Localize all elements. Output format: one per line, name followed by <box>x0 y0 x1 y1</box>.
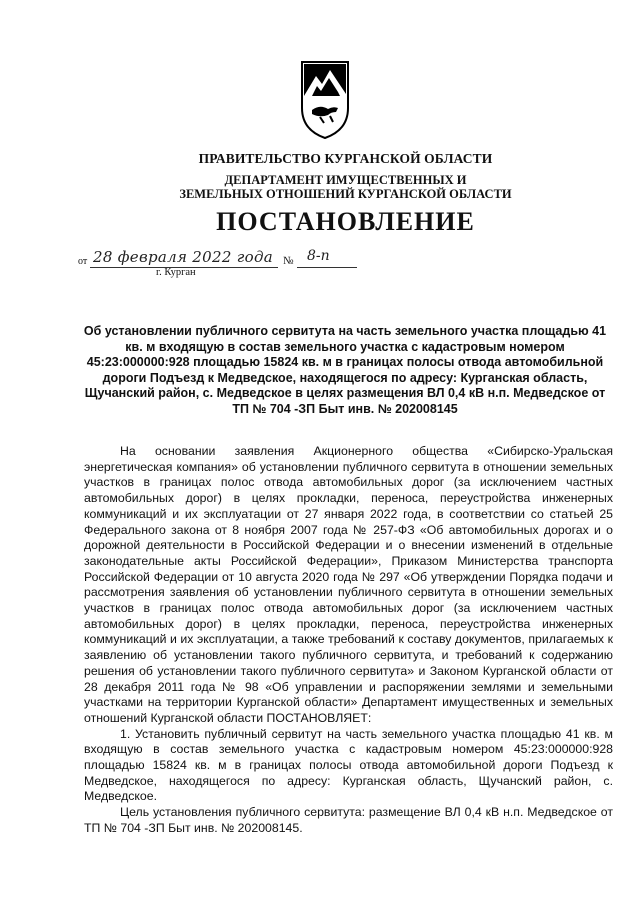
department-name-line1: ДЕПАРТАМЕНТ ИМУЩЕСТВЕННЫХ И <box>224 173 467 187</box>
government-name: ПРАВИТЕЛЬСТВО КУРГАНСКОЙ ОБЛАСТИ <box>198 151 493 166</box>
kurgan-coat-of-arms-icon <box>300 60 350 140</box>
from-label: от <box>78 256 88 267</box>
document-number: 8-п <box>307 248 330 264</box>
number-label: № <box>283 255 294 267</box>
document-type-title: ПОСТАНОВЛЕНИЕ <box>216 207 475 236</box>
number-underline <box>297 267 357 268</box>
document-body <box>84 444 613 837</box>
document-date: 28 февраля 2022 года <box>93 248 274 266</box>
date-number-line <box>78 250 378 284</box>
item-1-paragraph: 1. Установить публичный сервитут на часть земельного участка площадью 41 кв. м входящую в состав земельного участка с кадастровым номером 45:23:000000:928 площадью 15824 кв. м в границах полосы отвода автомобильной дороги Подъезд к Медведское, находящегося по адресу: Курганская область, Щучанский район, с. Медведское. <box>84 726 613 804</box>
document-subject: Об установлении публичного сервитута на часть земельного участка площадью 41 кв. м входящую в состав земельного участка с кадастровым номером 45:23:000000:928 площадью 15824 кв. м в границах полосы отвода автомобильной дороги Подъезд к Медведское, находящегося по адресу: Курганская область, Щучанский район, с. Медведское в целях размещения ВЛ 0,4 кВ н.п. Медведское от ТП № 704 -ЗП Быт инв. № 202008145 <box>83 324 607 416</box>
city-label: г. Курган <box>156 267 196 278</box>
purpose-paragraph: Цель установления публичного сервитута: размещение ВЛ 0,4 кВ н.п. Медведское от ТП № 704 -ЗП Быт инв. № 202008145. <box>84 805 613 835</box>
preamble-paragraph: На основании заявления Акционерного общества «Сибирско-Уральская энергетическая компания» об установлении публичного сервитута в отношении земельных участков в границах полос отвода автомобильных дорог (за исключением частных автомобильных дорог) в целях прокладки, переноса, переустройства инженерных коммуникаций и их эксплуатации от 27 января 2022 года, в соответствии со статьей 25 Федерального закона от 8 ноября 2007 года № 257-ФЗ «Об автомобильных дорогах и о дорожной деятельности в Российской Федерации и о внесении изменений в отдельные законодательные акты Российской Федерации», Приказом Министерства транспорта Российской Федерации от 10 августа 2020 года № 297 «Об утверждении Порядка подачи и рассмотрения заявления об установлении публичного сервитута в отношении земельных участков в границах полос отвода автомобильных дорог (за исключением частных автомобильных дорог) в целях прокладки, переноса, переустройства инженерных коммуникаций и их эксплуатации, а также требований к составу документов, прилагаемых к заявлению об установлении такого публичного сервитута, и требований к содержанию решения об установлении такого публичного сервитута» и Законом Курганской области от 28 декабря 2011 года № 98 «Об управлении и распоряжении землями и земельными участками на территории Курганской области» Департамент имущественных и земельных отношений Курганской области ПОСТАНОВЛЯЕТ: <box>84 444 613 725</box>
department-name-line2: ЗЕМЕЛЬНЫХ ОТНОШЕНИЙ КУРГАНСКОЙ ОБЛАСТИ <box>179 187 512 201</box>
